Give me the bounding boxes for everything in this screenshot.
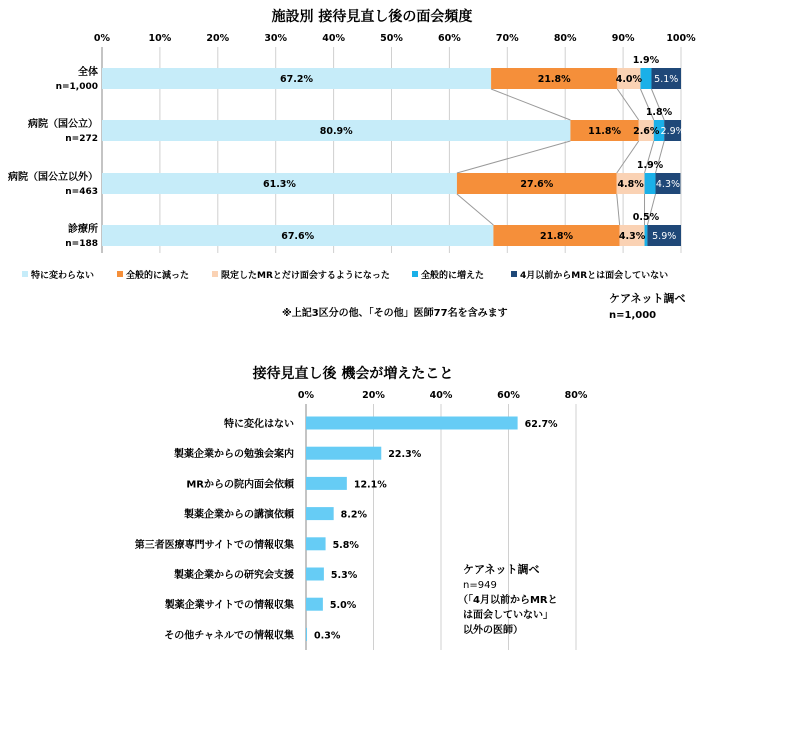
source-n-2: n=949	[463, 580, 497, 591]
data-label: 0.3%	[314, 630, 341, 642]
x-tick-label: 90%	[611, 33, 635, 44]
data-label: 4.3%	[618, 231, 646, 242]
category-label: 製薬企業サイトでの情報収集	[164, 600, 294, 612]
data-label: 61.3%	[262, 179, 296, 190]
category-n-label: n=188	[65, 239, 98, 249]
category-label: 製薬企業からの講演依頼	[184, 509, 294, 521]
x-tick-label: 70%	[495, 33, 519, 44]
data-label: 12.1%	[353, 479, 387, 491]
data-label: 8.2%	[340, 509, 368, 521]
x-tick-label: 30%	[264, 33, 288, 44]
source-detail-line-1: （「4月以前からMRと	[458, 595, 558, 606]
category-n-label: n=272	[65, 134, 98, 144]
legend-label: 特に変わらない	[31, 271, 95, 281]
source-title-1: ケアネット調べ	[609, 292, 686, 305]
source-title-2: ケアネット調べ	[463, 563, 540, 576]
data-label: 4.3%	[655, 179, 681, 190]
category-label: 病院（国公立以外）	[8, 172, 98, 183]
bar	[306, 568, 324, 581]
category-label: その他チャネルでの情報収集	[164, 630, 294, 642]
data-label: 5.0%	[329, 600, 357, 612]
data-label: 21.8%	[537, 74, 571, 85]
source-detail-line-3: 以外の医師）	[463, 625, 523, 636]
x-tick-label: 0%	[297, 390, 315, 401]
x-tick-label: 40%	[322, 33, 345, 44]
chart-title: 接待見直し後 機会が増えたこと	[252, 366, 454, 382]
data-label: 80.9%	[319, 126, 353, 137]
x-tick-label: 20%	[206, 33, 230, 44]
source-detail-line-2: は面会していない」	[463, 610, 553, 621]
x-tick-label: 50%	[380, 33, 403, 44]
x-tick-label: 100%	[666, 33, 696, 44]
x-tick-label: 0%	[93, 33, 111, 44]
data-label: 62.7%	[524, 419, 558, 430]
data-label: 5.1%	[654, 74, 679, 85]
category-label: MRからの院内面会依頼	[186, 479, 294, 491]
data-label: 21.8%	[540, 231, 573, 242]
data-label: 1.9%	[636, 160, 664, 171]
category-label: 第三者医療専門サイトでの情報収集	[134, 539, 294, 551]
bar	[306, 507, 334, 520]
bar	[306, 537, 326, 550]
x-tick-label: 60%	[438, 33, 461, 44]
category-n-label: n=463	[65, 187, 98, 197]
chart-title: 施設別 接待見直し後の面会頻度	[271, 9, 473, 25]
x-tick-label: 40%	[429, 390, 453, 401]
data-label: 5.8%	[332, 539, 359, 551]
data-label: 67.6%	[281, 231, 315, 242]
x-tick-label: 20%	[362, 390, 385, 401]
bar	[306, 598, 323, 611]
data-label: 1.9%	[632, 55, 660, 66]
x-tick-label: 80%	[553, 33, 577, 44]
data-label: 2.9%	[660, 126, 685, 137]
bar	[306, 447, 381, 460]
bar	[306, 628, 307, 641]
data-label: 5.3%	[330, 570, 358, 581]
data-label: 2.6%	[633, 126, 660, 137]
category-label: 病院（国公立）	[28, 119, 98, 130]
footnote: ※上記3区分の他、「その他」医師77名を含みます	[282, 308, 508, 319]
category-n-label: n=1,000	[55, 82, 98, 92]
x-tick-label: 80%	[564, 390, 588, 401]
category-label: 全体	[78, 67, 98, 78]
legend-label: 限定したMRとだけ面会するようになった	[221, 271, 390, 281]
bar	[306, 417, 518, 430]
data-label: 27.6%	[520, 179, 554, 190]
data-label: 4.0%	[615, 74, 643, 85]
legend-label: 全般的に増えた	[421, 271, 485, 281]
data-label: 5.9%	[652, 231, 677, 242]
data-label: 11.8%	[588, 126, 622, 137]
source-n-1: n=1,000	[609, 310, 657, 321]
x-tick-label: 60%	[497, 390, 520, 401]
legend-label: 全般的に減った	[126, 271, 190, 281]
x-tick-label: 10%	[148, 33, 172, 44]
data-label: 1.8%	[645, 107, 673, 118]
category-label: 診療所	[68, 224, 98, 235]
category-label: 特に変化はない	[224, 419, 294, 430]
bar	[306, 477, 347, 490]
legend-label: 4月以前からMRとは面会していない	[520, 271, 669, 281]
data-label: 4.8%	[617, 179, 644, 190]
data-label: 22.3%	[388, 449, 422, 461]
data-label: 67.2%	[280, 74, 314, 85]
data-label: 0.5%	[632, 212, 660, 223]
category-label: 製薬企業からの研究会支援	[174, 570, 294, 581]
category-label: 製薬企業からの勉強会案内	[174, 449, 294, 461]
